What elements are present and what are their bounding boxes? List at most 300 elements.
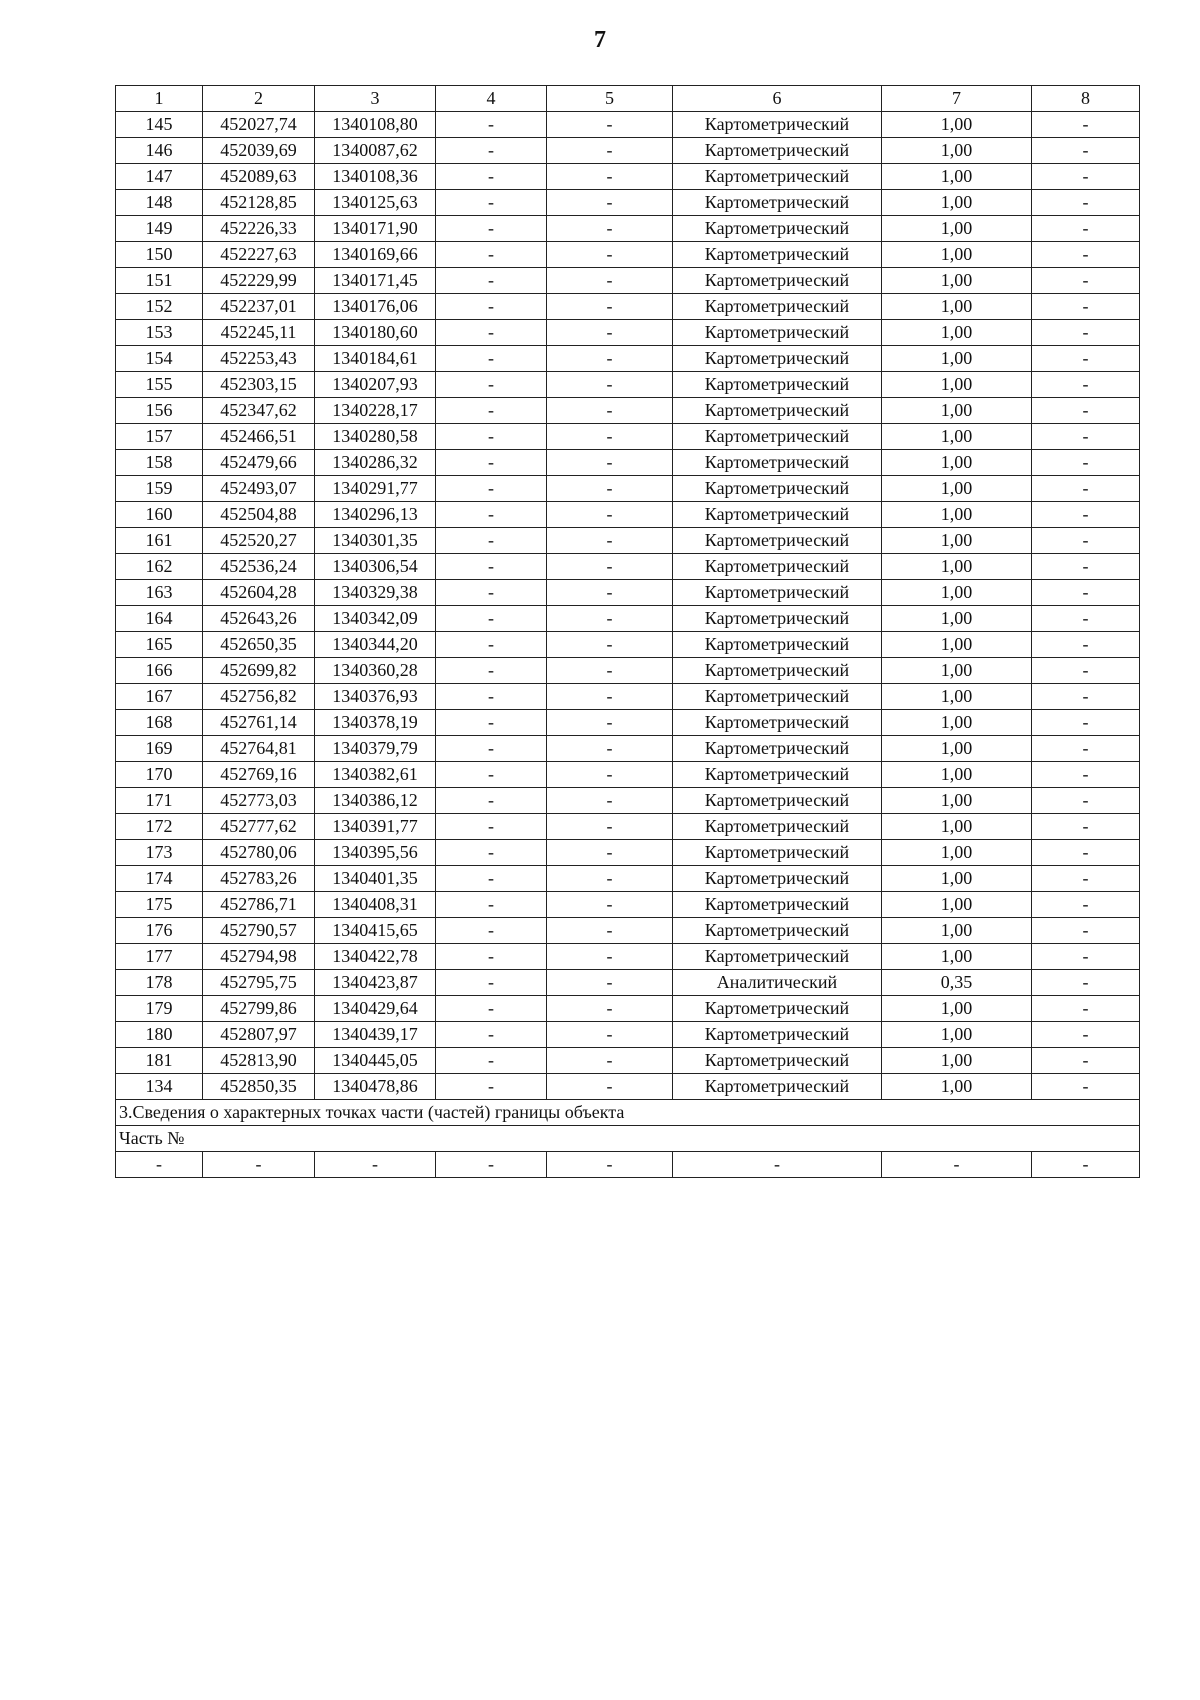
y-coordinate-cell: 1340391,77 [315, 814, 436, 840]
col8-cell: - [1032, 476, 1140, 502]
table-row [116, 398, 1140, 424]
col8-cell: - [1032, 502, 1140, 528]
method-cell: Картометрический [673, 1022, 882, 1048]
col8-cell: - [1032, 424, 1140, 450]
x-coordinate-cell: 452520,27 [203, 528, 315, 554]
col4-cell: - [436, 632, 547, 658]
col5-cell: - [547, 1074, 673, 1100]
column-header-6: 6 [673, 86, 882, 112]
col8-cell: - [1032, 398, 1140, 424]
col5-cell: - [547, 554, 673, 580]
y-coordinate-cell: 1340171,45 [315, 268, 436, 294]
col4-cell: - [436, 502, 547, 528]
table-row [116, 684, 1140, 710]
x-coordinate-cell: 452643,26 [203, 606, 315, 632]
x-coordinate-cell: 452128,85 [203, 190, 315, 216]
col5-cell: - [547, 996, 673, 1022]
table-row [116, 1074, 1140, 1100]
col5-cell: - [547, 450, 673, 476]
y-coordinate-cell: 1340125,63 [315, 190, 436, 216]
table-row [116, 1022, 1140, 1048]
column-header-4: 4 [436, 86, 547, 112]
table-row [116, 164, 1140, 190]
col4-cell: - [436, 528, 547, 554]
col4-cell: - [436, 1074, 547, 1100]
y-coordinate-cell: 1340408,31 [315, 892, 436, 918]
point-number-cell: 167 [116, 684, 203, 710]
point-number-cell: 152 [116, 294, 203, 320]
x-coordinate-cell: 452783,26 [203, 866, 315, 892]
x-coordinate-cell: 452761,14 [203, 710, 315, 736]
method-cell: Картометрический [673, 372, 882, 398]
accuracy-cell: 1,00 [882, 216, 1032, 242]
table-row [116, 918, 1140, 944]
method-cell: Картометрический [673, 762, 882, 788]
method-cell: Картометрический [673, 892, 882, 918]
col4-cell: - [436, 580, 547, 606]
col5-cell: - [547, 528, 673, 554]
method-cell: Картометрический [673, 320, 882, 346]
section-3-title-row [116, 1100, 1140, 1126]
col5-cell: - [547, 1048, 673, 1074]
method-cell: Аналитический [673, 970, 882, 996]
point-number-cell: 149 [116, 216, 203, 242]
method-cell: Картометрический [673, 840, 882, 866]
col4-cell: - [436, 476, 547, 502]
col8-cell: - [1032, 216, 1140, 242]
method-cell: Картометрический [673, 788, 882, 814]
table-row [116, 372, 1140, 398]
col4-cell: - [436, 424, 547, 450]
x-coordinate-cell: 452479,66 [203, 450, 315, 476]
point-number-cell: 175 [116, 892, 203, 918]
table-row [116, 554, 1140, 580]
accuracy-cell: 1,00 [882, 918, 1032, 944]
y-coordinate-cell: 1340169,66 [315, 242, 436, 268]
col8-cell: - [1032, 450, 1140, 476]
col8-cell: - [1032, 866, 1140, 892]
col8-cell: - [1032, 138, 1140, 164]
point-number-cell: 170 [116, 762, 203, 788]
col8-cell: - [1032, 320, 1140, 346]
accuracy-cell: 1,00 [882, 1022, 1032, 1048]
col5-cell: - [547, 112, 673, 138]
col4-cell: - [436, 450, 547, 476]
x-coordinate-cell: 452813,90 [203, 1048, 315, 1074]
y-coordinate-cell: 1340171,90 [315, 216, 436, 242]
y-coordinate-cell: 1340429,64 [315, 996, 436, 1022]
point-number-cell: 171 [116, 788, 203, 814]
accuracy-cell: 1,00 [882, 814, 1032, 840]
accuracy-cell: 1,00 [882, 866, 1032, 892]
col4-cell: - [436, 398, 547, 424]
x-coordinate-cell: 452466,51 [203, 424, 315, 450]
col4-cell: - [436, 866, 547, 892]
y-coordinate-cell: 1340439,17 [315, 1022, 436, 1048]
col8-cell: - [1032, 580, 1140, 606]
accuracy-cell: 1,00 [882, 528, 1032, 554]
table-row [116, 606, 1140, 632]
col8-cell: - [1032, 346, 1140, 372]
table-row [116, 138, 1140, 164]
col4-cell: - [436, 710, 547, 736]
y-coordinate-cell: 1340108,36 [315, 164, 436, 190]
accuracy-cell: 1,00 [882, 580, 1032, 606]
col4-cell: - [436, 814, 547, 840]
x-coordinate-cell: 452493,07 [203, 476, 315, 502]
table-row [116, 346, 1140, 372]
col8-cell: - [1032, 684, 1140, 710]
table-row [116, 970, 1140, 996]
empty-cell: - [203, 1152, 315, 1178]
col5-cell: - [547, 736, 673, 762]
point-number-cell: 164 [116, 606, 203, 632]
col4-cell: - [436, 658, 547, 684]
col4-cell: - [436, 346, 547, 372]
y-coordinate-cell: 1340478,86 [315, 1074, 436, 1100]
col5-cell: - [547, 138, 673, 164]
accuracy-cell: 1,00 [882, 1074, 1032, 1100]
col5-cell: - [547, 190, 673, 216]
col8-cell: - [1032, 762, 1140, 788]
x-coordinate-cell: 452773,03 [203, 788, 315, 814]
accuracy-cell: 1,00 [882, 450, 1032, 476]
method-cell: Картометрический [673, 710, 882, 736]
col5-cell: - [547, 346, 673, 372]
x-coordinate-cell: 452039,69 [203, 138, 315, 164]
table-row [116, 996, 1140, 1022]
method-cell: Картометрический [673, 814, 882, 840]
method-cell: Картометрический [673, 216, 882, 242]
method-cell: Картометрический [673, 346, 882, 372]
method-cell: Картометрический [673, 736, 882, 762]
col8-cell: - [1032, 814, 1140, 840]
x-coordinate-cell: 452790,57 [203, 918, 315, 944]
y-coordinate-cell: 1340280,58 [315, 424, 436, 450]
accuracy-cell: 1,00 [882, 840, 1032, 866]
x-coordinate-cell: 452650,35 [203, 632, 315, 658]
col4-cell: - [436, 138, 547, 164]
col8-cell: - [1032, 736, 1140, 762]
col4-cell: - [436, 606, 547, 632]
col5-cell: - [547, 762, 673, 788]
col4-cell: - [436, 372, 547, 398]
point-number-cell: 151 [116, 268, 203, 294]
y-coordinate-cell: 1340379,79 [315, 736, 436, 762]
col5-cell: - [547, 788, 673, 814]
x-coordinate-cell: 452769,16 [203, 762, 315, 788]
y-coordinate-cell: 1340344,20 [315, 632, 436, 658]
x-coordinate-cell: 452807,97 [203, 1022, 315, 1048]
method-cell: Картометрический [673, 424, 882, 450]
y-coordinate-cell: 1340228,17 [315, 398, 436, 424]
table-row [116, 736, 1140, 762]
method-cell: Картометрический [673, 502, 882, 528]
col4-cell: - [436, 736, 547, 762]
col5-cell: - [547, 814, 673, 840]
y-coordinate-cell: 1340108,80 [315, 112, 436, 138]
section-3-title: 3.Сведения о характерных точках части (частей) границы объекта [116, 1100, 1140, 1126]
accuracy-cell: 1,00 [882, 632, 1032, 658]
table-row [116, 892, 1140, 918]
point-number-cell: 153 [116, 320, 203, 346]
method-cell: Картометрический [673, 164, 882, 190]
col4-cell: - [436, 788, 547, 814]
col5-cell: - [547, 606, 673, 632]
empty-cell: - [1032, 1152, 1140, 1178]
col5-cell: - [547, 658, 673, 684]
y-coordinate-cell: 1340360,28 [315, 658, 436, 684]
col8-cell: - [1032, 1022, 1140, 1048]
col4-cell: - [436, 242, 547, 268]
point-number-cell: 166 [116, 658, 203, 684]
accuracy-cell: 1,00 [882, 554, 1032, 580]
table-row [116, 216, 1140, 242]
column-header-5: 5 [547, 86, 673, 112]
method-cell: Картометрический [673, 996, 882, 1022]
accuracy-cell: 1,00 [882, 762, 1032, 788]
table-row [116, 502, 1140, 528]
column-header-2: 2 [203, 86, 315, 112]
x-coordinate-cell: 452699,82 [203, 658, 315, 684]
col8-cell: - [1032, 606, 1140, 632]
col8-cell: - [1032, 528, 1140, 554]
point-number-cell: 172 [116, 814, 203, 840]
accuracy-cell: 1,00 [882, 164, 1032, 190]
table-row [116, 528, 1140, 554]
column-header-3: 3 [315, 86, 436, 112]
y-coordinate-cell: 1340376,93 [315, 684, 436, 710]
col5-cell: - [547, 424, 673, 450]
method-cell: Картометрический [673, 866, 882, 892]
y-coordinate-cell: 1340291,77 [315, 476, 436, 502]
point-number-cell: 162 [116, 554, 203, 580]
point-number-cell: 177 [116, 944, 203, 970]
x-coordinate-cell: 452777,62 [203, 814, 315, 840]
col8-cell: - [1032, 710, 1140, 736]
accuracy-cell: 1,00 [882, 294, 1032, 320]
point-number-cell: 174 [116, 866, 203, 892]
accuracy-cell: 1,00 [882, 138, 1032, 164]
table-row [116, 242, 1140, 268]
x-coordinate-cell: 452799,86 [203, 996, 315, 1022]
col5-cell: - [547, 294, 673, 320]
x-coordinate-cell: 452226,33 [203, 216, 315, 242]
table-row [116, 320, 1140, 346]
y-coordinate-cell: 1340176,06 [315, 294, 436, 320]
x-coordinate-cell: 452786,71 [203, 892, 315, 918]
y-coordinate-cell: 1340329,38 [315, 580, 436, 606]
col5-cell: - [547, 866, 673, 892]
accuracy-cell: 1,00 [882, 190, 1032, 216]
table-row [116, 294, 1140, 320]
col4-cell: - [436, 944, 547, 970]
x-coordinate-cell: 452794,98 [203, 944, 315, 970]
x-coordinate-cell: 452764,81 [203, 736, 315, 762]
col8-cell: - [1032, 294, 1140, 320]
point-number-cell: 154 [116, 346, 203, 372]
col5-cell: - [547, 502, 673, 528]
point-number-cell: 145 [116, 112, 203, 138]
y-coordinate-cell: 1340401,35 [315, 866, 436, 892]
method-cell: Картометрический [673, 528, 882, 554]
table-row [116, 840, 1140, 866]
x-coordinate-cell: 452780,06 [203, 840, 315, 866]
point-number-cell: 156 [116, 398, 203, 424]
accuracy-cell: 1,00 [882, 684, 1032, 710]
x-coordinate-cell: 452795,75 [203, 970, 315, 996]
col5-cell: - [547, 840, 673, 866]
method-cell: Картометрический [673, 606, 882, 632]
col4-cell: - [436, 554, 547, 580]
col4-cell: - [436, 684, 547, 710]
accuracy-cell: 1,00 [882, 268, 1032, 294]
y-coordinate-cell: 1340445,05 [315, 1048, 436, 1074]
method-cell: Картометрический [673, 294, 882, 320]
y-coordinate-cell: 1340422,78 [315, 944, 436, 970]
column-header-1: 1 [116, 86, 203, 112]
empty-cell: - [547, 1152, 673, 1178]
col4-cell: - [436, 1022, 547, 1048]
point-number-cell: 147 [116, 164, 203, 190]
boundary-points-table [115, 85, 1140, 1178]
col8-cell: - [1032, 112, 1140, 138]
accuracy-cell: 1,00 [882, 736, 1032, 762]
empty-cell: - [673, 1152, 882, 1178]
x-coordinate-cell: 452303,15 [203, 372, 315, 398]
col5-cell: - [547, 372, 673, 398]
y-coordinate-cell: 1340386,12 [315, 788, 436, 814]
col8-cell: - [1032, 788, 1140, 814]
method-cell: Картометрический [673, 398, 882, 424]
y-coordinate-cell: 1340184,61 [315, 346, 436, 372]
col8-cell: - [1032, 554, 1140, 580]
method-cell: Картометрический [673, 1048, 882, 1074]
col4-cell: - [436, 268, 547, 294]
table-row [116, 632, 1140, 658]
col5-cell: - [547, 944, 673, 970]
col8-cell: - [1032, 892, 1140, 918]
point-number-cell: 163 [116, 580, 203, 606]
x-coordinate-cell: 452604,28 [203, 580, 315, 606]
col5-cell: - [547, 398, 673, 424]
col8-cell: - [1032, 918, 1140, 944]
table-row [116, 450, 1140, 476]
method-cell: Картометрический [673, 268, 882, 294]
accuracy-cell: 1,00 [882, 710, 1032, 736]
col5-cell: - [547, 710, 673, 736]
accuracy-cell: 1,00 [882, 502, 1032, 528]
point-number-cell: 158 [116, 450, 203, 476]
accuracy-cell: 1,00 [882, 242, 1032, 268]
table-row [116, 814, 1140, 840]
method-cell: Картометрический [673, 918, 882, 944]
point-number-cell: 160 [116, 502, 203, 528]
accuracy-cell: 1,00 [882, 112, 1032, 138]
col8-cell: - [1032, 1074, 1140, 1100]
point-number-cell: 146 [116, 138, 203, 164]
col4-cell: - [436, 970, 547, 996]
y-coordinate-cell: 1340296,13 [315, 502, 436, 528]
column-header-8: 8 [1032, 86, 1140, 112]
point-number-cell: 150 [116, 242, 203, 268]
accuracy-cell: 1,00 [882, 658, 1032, 684]
col8-cell: - [1032, 840, 1140, 866]
x-coordinate-cell: 452850,35 [203, 1074, 315, 1100]
table-row [116, 710, 1140, 736]
method-cell: Картометрический [673, 580, 882, 606]
x-coordinate-cell: 452237,01 [203, 294, 315, 320]
empty-cell: - [116, 1152, 203, 1178]
method-cell: Картометрический [673, 684, 882, 710]
part-number-row [116, 1126, 1140, 1152]
empty-cell: - [882, 1152, 1032, 1178]
y-coordinate-cell: 1340342,09 [315, 606, 436, 632]
x-coordinate-cell: 452536,24 [203, 554, 315, 580]
table-row [116, 788, 1140, 814]
col4-cell: - [436, 164, 547, 190]
accuracy-cell: 1,00 [882, 606, 1032, 632]
table-row [116, 268, 1140, 294]
accuracy-cell: 1,00 [882, 476, 1032, 502]
col4-cell: - [436, 320, 547, 346]
accuracy-cell: 1,00 [882, 788, 1032, 814]
col8-cell: - [1032, 372, 1140, 398]
accuracy-cell: 1,00 [882, 372, 1032, 398]
col4-cell: - [436, 840, 547, 866]
y-coordinate-cell: 1340286,32 [315, 450, 436, 476]
point-number-cell: 173 [116, 840, 203, 866]
col4-cell: - [436, 294, 547, 320]
empty-part-row [116, 1152, 1140, 1178]
col5-cell: - [547, 970, 673, 996]
col8-cell: - [1032, 996, 1140, 1022]
accuracy-cell: 1,00 [882, 320, 1032, 346]
method-cell: Картометрический [673, 658, 882, 684]
col5-cell: - [547, 268, 673, 294]
y-coordinate-cell: 1340087,62 [315, 138, 436, 164]
point-number-cell: 181 [116, 1048, 203, 1074]
point-number-cell: 178 [116, 970, 203, 996]
table-row [116, 658, 1140, 684]
method-cell: Картометрический [673, 476, 882, 502]
empty-cell: - [315, 1152, 436, 1178]
col4-cell: - [436, 762, 547, 788]
empty-cell: - [436, 1152, 547, 1178]
col4-cell: - [436, 1048, 547, 1074]
part-number-label: Часть № [116, 1126, 1140, 1152]
method-cell: Картометрический [673, 190, 882, 216]
x-coordinate-cell: 452245,11 [203, 320, 315, 346]
y-coordinate-cell: 1340180,60 [315, 320, 436, 346]
y-coordinate-cell: 1340382,61 [315, 762, 436, 788]
method-cell: Картометрический [673, 554, 882, 580]
col4-cell: - [436, 918, 547, 944]
x-coordinate-cell: 452089,63 [203, 164, 315, 190]
y-coordinate-cell: 1340301,35 [315, 528, 436, 554]
y-coordinate-cell: 1340378,19 [315, 710, 436, 736]
method-cell: Картометрический [673, 1074, 882, 1100]
accuracy-cell: 1,00 [882, 944, 1032, 970]
col8-cell: - [1032, 190, 1140, 216]
col5-cell: - [547, 918, 673, 944]
table-row [116, 1048, 1140, 1074]
x-coordinate-cell: 452227,63 [203, 242, 315, 268]
col8-cell: - [1032, 944, 1140, 970]
x-coordinate-cell: 452347,62 [203, 398, 315, 424]
col5-cell: - [547, 216, 673, 242]
y-coordinate-cell: 1340306,54 [315, 554, 436, 580]
